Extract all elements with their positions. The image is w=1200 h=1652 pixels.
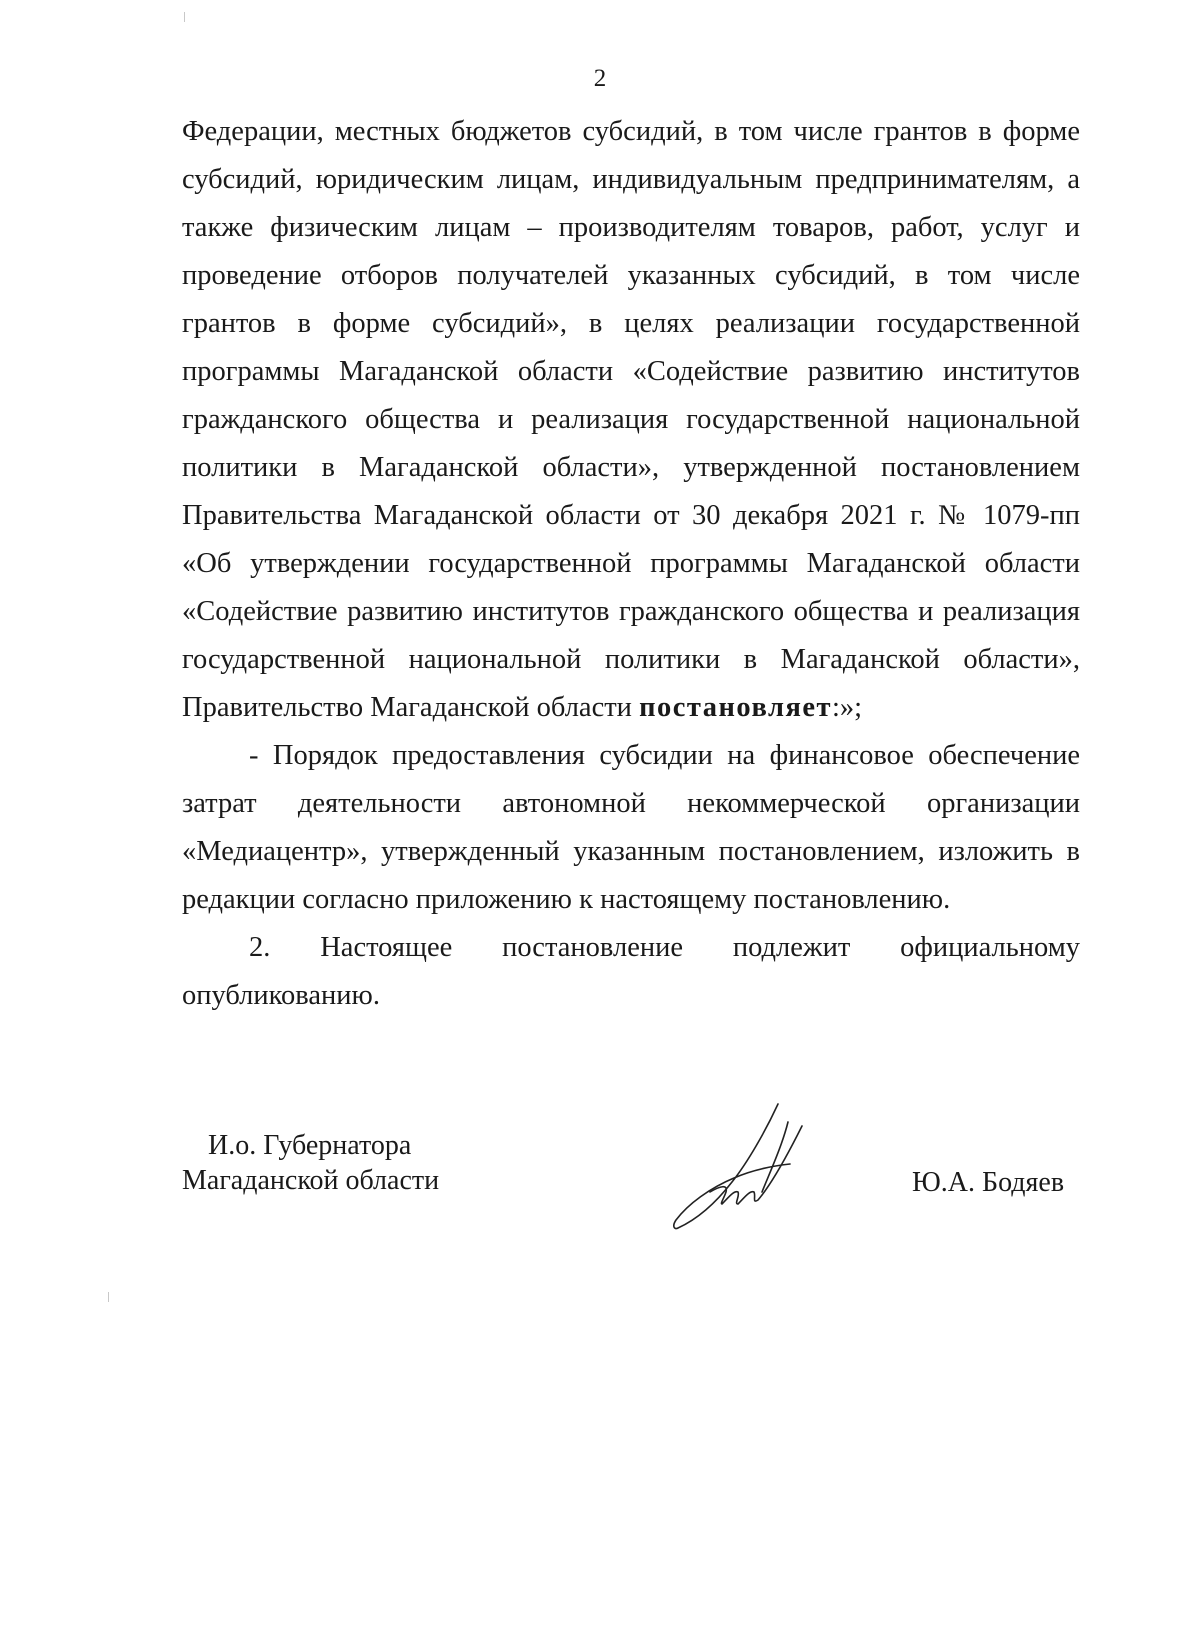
paragraph-preamble [182, 108, 1080, 732]
signatory-position-line1: И.о. Губернатора [208, 1130, 412, 1161]
preamble-tail: :»; [832, 692, 863, 723]
scan-edge-mark-bottom [108, 1292, 109, 1302]
signatory-position-line2: Магаданской области [182, 1165, 440, 1196]
page-number: 2 [593, 65, 607, 92]
paragraph-publication: 2. Настоящее постановление подлежит официальному опубликованию. [182, 932, 1080, 1011]
paragraph-amendment: - Порядок предоставления субсидии на финансовое обеспечение затрат деятельности автономной некоммерческой организации «Медиацентр», утвержденный указанным постановлением, изложить в редакции согласно приложению к настоящему постановлению. [182, 740, 1080, 915]
document-body [182, 108, 1080, 1020]
preamble-text: Федерации, местных бюджетов субсидий, в том числе грантов в форме субсидий, юридическим лицам, индивидуальным предпринимателям, а также физическим лицам – производителям товаров, работ, услуг и проведение отборов получателей указанных субсидий, в том числе грантов в форме субсидий», в целях реализации государственной программы Магаданской области «Содействие развитию институтов гражданского общества и реализация государственной национальной политики в Магаданской области», утвержденной постановлением Правительства Магаданской области от 30 декабря 2021 г. № 1079-пп «Об утверждении государственной программы Магаданской области «Содействие развитию институтов гражданского общества и реализация государственной национальной политики в Магаданской области», Правительство Магаданской области [182, 116, 1080, 723]
scan-edge-mark-top [184, 12, 185, 22]
decree-keyword: постановляет [639, 692, 833, 723]
signatory-name: Ю.А. Бодяев [912, 1167, 1065, 1198]
signatory-position [182, 1128, 439, 1198]
handwritten-signature [670, 1100, 820, 1235]
